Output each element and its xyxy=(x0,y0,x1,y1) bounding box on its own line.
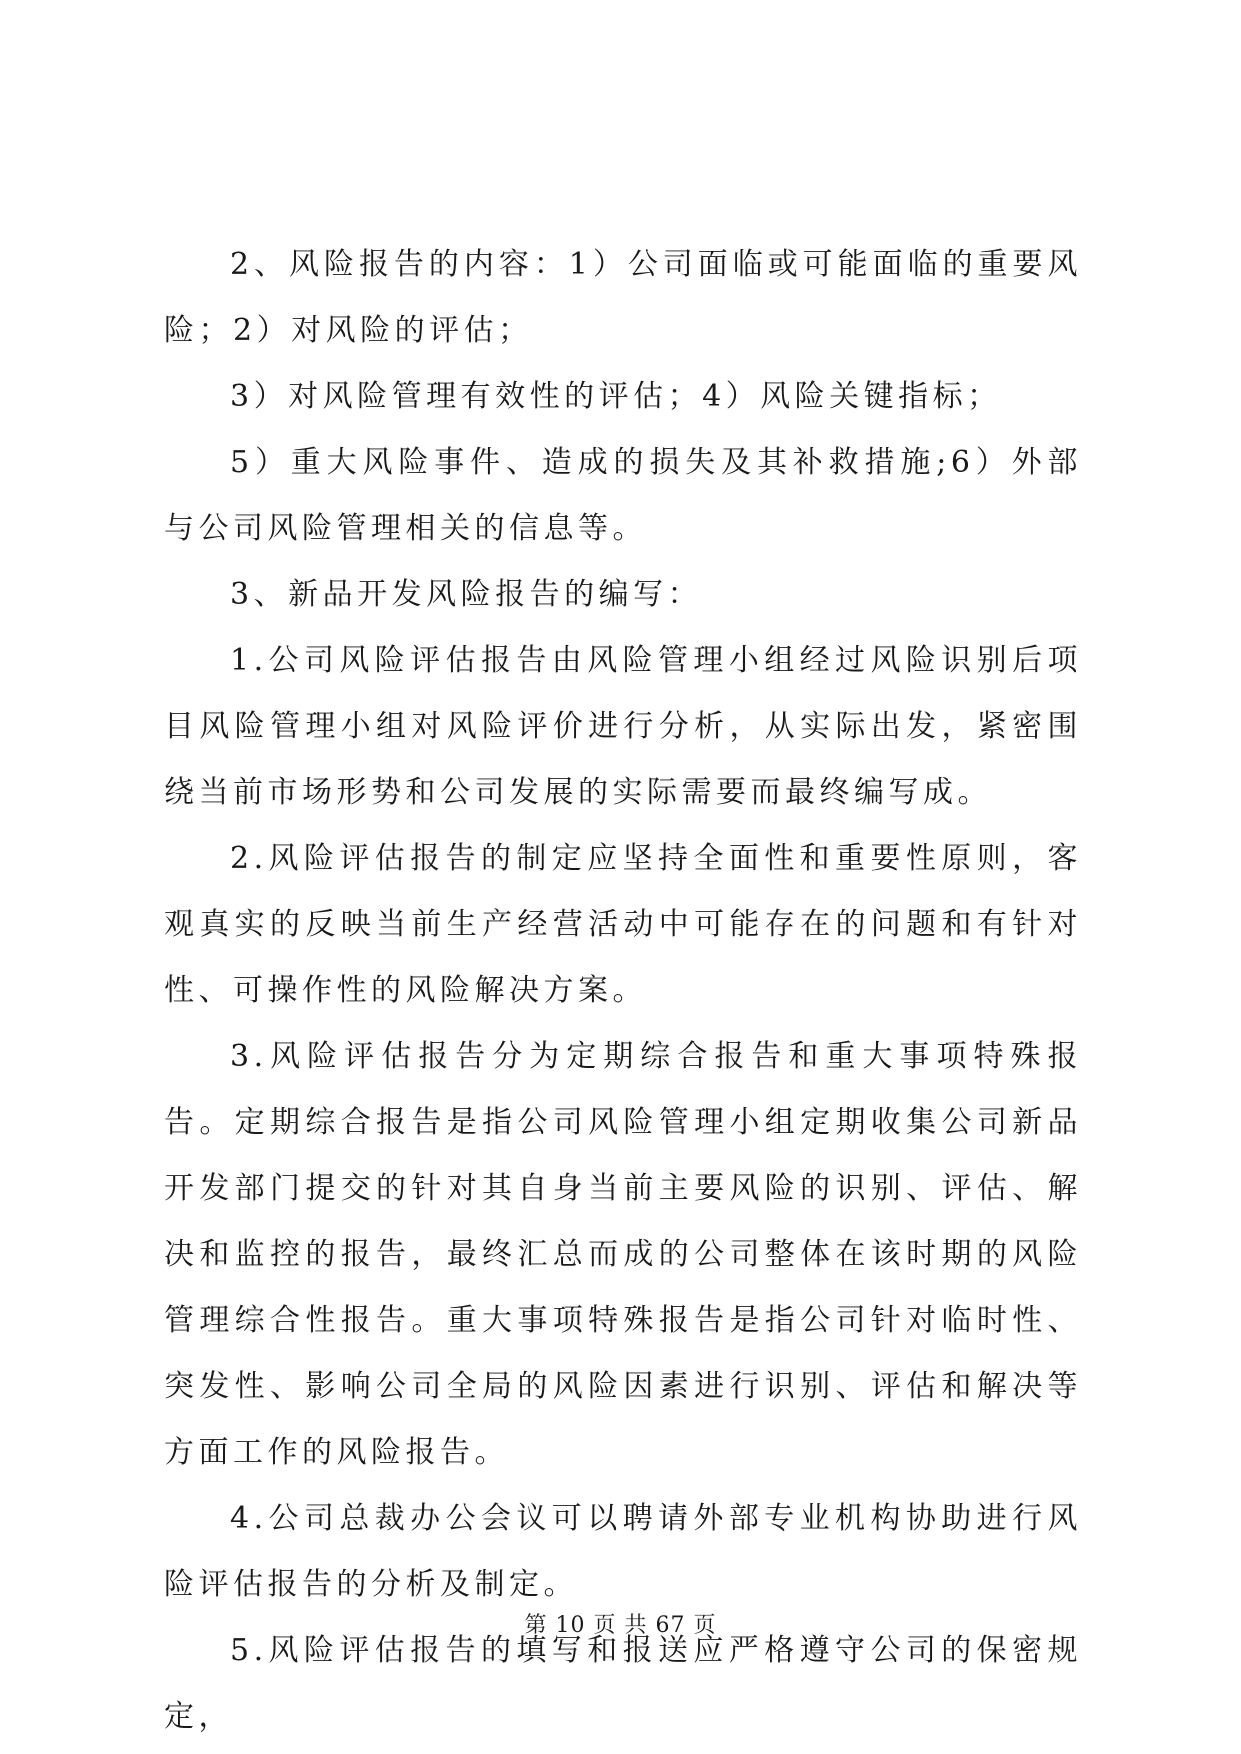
paragraph-major-events: 5）重大风险事件、造成的损失及其补救措施;6）外部与公司风险管理相关的信息等。 xyxy=(164,445,1082,546)
paragraph-report-contents: 2、风险报告的内容：1）公司面临或可能面临的重要风险；2）对风险的评估； xyxy=(164,247,1082,348)
page-number-footer: 第 10 页 共 67 页 xyxy=(524,1613,717,1638)
paragraph-effectiveness: 3）对风险管理有效性的评估；4）风险关键指标； xyxy=(230,379,1002,414)
document-body xyxy=(164,232,1082,1750)
paragraph-item-5: 5.风险评估报告的填写和报送应严格遵守公司的保密规定， xyxy=(164,1633,1082,1734)
paragraph-item-4: 4.公司总裁办公会议可以聘请外部专业机构协助进行风险评估报告的分析及制定。 xyxy=(164,1501,1082,1602)
paragraph-item-2: 2.风险评估报告的制定应坚持全面性和重要性原则，客观真实的反映当前生产经营活动中可能存在的问题和有针对性、可操作性的风险解决方案。 xyxy=(164,841,1082,1008)
paragraph-item-3: 3.风险评估报告分为定期综合报告和重大事项特殊报告。定期综合报告是指公司风险管理小组定期收集公司新品开发部门提交的针对其自身当前主要风险的识别、评估、解决和监控的报告，最终汇总而成的公司整体在该时期的风险管理综合性报告。重大事项特殊报告是指公司针对临时性、突发性、影响公司全局的风险因素进行识别、评估和解决等方面工作的风险报告。 xyxy=(164,1039,1082,1470)
paragraph-item-1: 1.公司风险评估报告由风险管理小组经过风险识别后项目风险管理小组对风险评价进行分析，从实际出发，紧密围绕当前市场形势和公司发展的实际需要而最终编写成。 xyxy=(164,643,1082,810)
paragraph-section-heading: 3、新品开发风险报告的编写： xyxy=(230,577,703,612)
